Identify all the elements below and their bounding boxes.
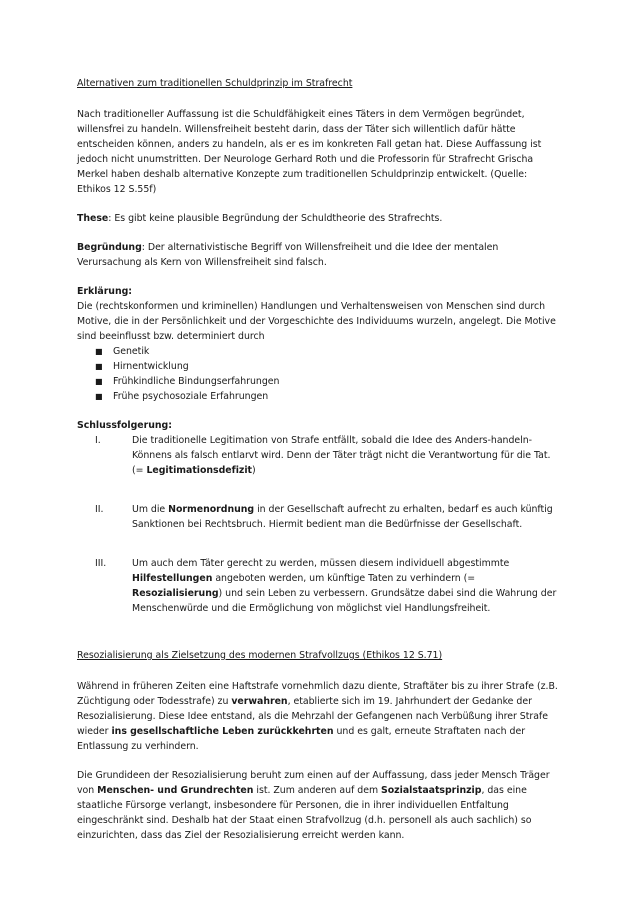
these-text: : Es gibt keine plausible Begründung der Schuldtheorie des Strafrechts.: [108, 213, 443, 224]
list-item: [95, 344, 563, 359]
square-bullet-icon: ■: [95, 362, 103, 371]
bullet-text: Hirnentwicklung: [113, 361, 189, 372]
list-item: [95, 359, 563, 374]
erklaerung-label: Erklärung:: [77, 286, 133, 297]
schlussfolgerung-label: Schlussfolgerung:: [77, 420, 172, 431]
roman-numeral: III.: [95, 558, 107, 569]
begruendung-text: : Der alternativistische Begriff von Willensfreiheit und die Idee der mentalen Verursachung als Kern von Willensfreiheit sind falsch.: [77, 242, 499, 268]
conclusion-text: Die traditionelle Legitimation von Strafe entfällt, sobald die Idee des Anders-handeln-Könnens als falsch entlarvt wird. Denn der Täter trägt nicht die Verantwortung für die Tat. (= Legitimationsdefizit): [132, 435, 551, 476]
bullet-text: Genetik: [113, 346, 150, 357]
list-item: [95, 374, 563, 389]
resozialisierung-paragraph-1: Während in früheren Zeiten eine Haftstrafe vornehmlich dazu diente, Straftäter bis zu ihrer Strafe (z.B. Züchtigung oder Todesstrafe) zu verwahren, etablierte sich im 19. Jahrhundert der Gedanke der Resozialisierung. Diese Idee entstand, als die Mehrzahl der Gefangenen nach Verbüßung ihrer Strafe wieder ins gesellschaftliche Leben zurückkehrten und es galt, erneute Straftaten nach der Entlassung zu verhindern.: [77, 681, 558, 752]
conclusion-text: Um auch dem Täter gerecht zu werden, müssen diesem individuell abgestimmte Hilfestellungen angeboten werden, um künftige Taten zu verhindern (= Resozialisierung) und sein Leben zu verbessern. Grundsätze dabei sind die Wahrung der Menschenwürde und die Ermöglichung von möglichst viel Handlungsfreiheit.: [132, 558, 557, 614]
conclusion-item-3: [77, 556, 563, 616]
these-paragraph: [77, 211, 563, 226]
begruendung-label: Begründung: [77, 242, 142, 253]
these-label: These: [77, 213, 109, 224]
intro-paragraph: Nach traditioneller Auffassung ist die Schuldfähigkeit eines Täters in dem Vermögen begründet, willensfrei zu handeln. Willensfreiheit besteht darin, dass der Täter sich willentlich dafür hätte entscheiden können, anders zu handeln, als er es im konkreten Fall getan hat. Diese Auffassung ist jedoch nicht unumstritten. Der Neurologe Gerhard Roth und die Professorin für Strafrecht Grischa Merkel haben deshalb alternative Konzepte zum traditionellen Schuldprinzip entwickelt. (Quelle: Ethikos 12 S.55f): [77, 109, 542, 195]
bullet-text: Frühkindliche Bindungserfahrungen: [113, 376, 280, 387]
square-bullet-icon: ■: [95, 392, 103, 401]
roman-numeral: I.: [95, 435, 101, 446]
begruendung-paragraph: [77, 240, 563, 270]
square-bullet-icon: ■: [95, 377, 103, 386]
bullet-text: Frühe psychosoziale Erfahrungen: [113, 391, 269, 402]
roman-numeral: II.: [95, 504, 104, 515]
conclusion-item-2: [77, 502, 563, 532]
schlussfolgerung-block: [77, 418, 563, 616]
document-body: [77, 76, 563, 843]
list-item: [95, 389, 563, 404]
section-heading-resozialisierung: Resozialisierung als Zielsetzung des modernen Strafvollzugs (Ethikos 12 S.71): [77, 650, 443, 661]
erklaerung-text: Die (rechtskonformen und kriminellen) Handlungen und Verhaltensweisen von Menschen sind durch Motive, die in der Persönlichkeit und der Vorgeschichte des Individuums wurzeln, angelegt. Die Motive sind beeinflusst bzw. determiniert durch: [77, 301, 556, 342]
conclusion-item-1: [77, 433, 563, 478]
erklaerung-block: [77, 284, 563, 404]
conclusion-text: Um die Normenordnung in der Gesellschaft aufrecht zu erhalten, bedarf es auch künftig Sanktionen bei Rechtsbruch. Hiermit bedient man die Bedürfnisse der Gesellschaft.: [132, 504, 553, 530]
motive-bullet-list: [77, 344, 563, 404]
square-bullet-icon: ■: [95, 347, 103, 356]
section-heading-alternativen: Alternativen zum traditionellen Schuldprinzip im Strafrecht: [77, 78, 353, 89]
resozialisierung-paragraph-2: Die Grundideen der Resozialisierung beruht zum einen auf der Auffassung, dass jeder Mensch Träger von Menschen- und Grundrechten ist. Zum anderen auf dem Sozialstaatsprinzip, das eine staatliche Fürsorge verlangt, insbesondere für Personen, die in ihrer individuellen Entfaltung eingeschränkt sind. Deshalb hat der Staat einen Strafvollzug (d.h. personell als auch sachlich) so einzurichten, dass das Ziel der Resozialisierung erreicht werden kann.: [77, 770, 550, 841]
